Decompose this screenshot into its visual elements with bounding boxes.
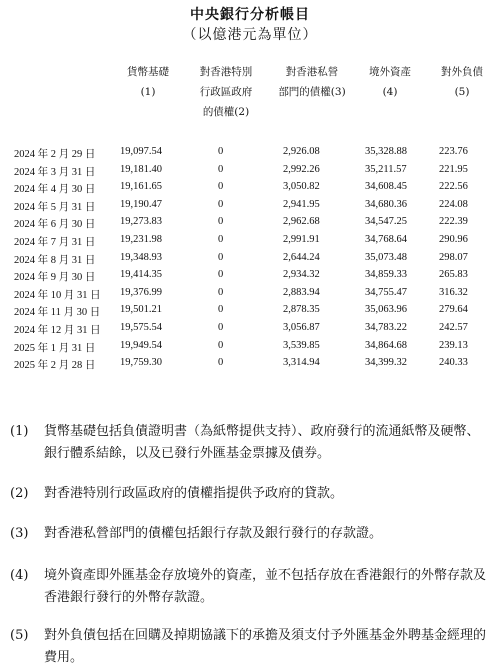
column-header-foreign-assets <box>360 62 420 102</box>
table-row <box>0 216 500 234</box>
column-header-line: 行政區政府 <box>199 86 253 98</box>
page-title: 中央銀行分析帳目 <box>190 7 310 23</box>
footnote-number: (1) <box>10 424 29 439</box>
monetary-base-cell: 19,273.83 <box>120 216 162 228</box>
claims-private-cell: 3,314.94 <box>283 357 320 369</box>
monetary-base-cell: 19,501.21 <box>120 304 162 316</box>
foreign-liabilities-cell: 242.57 <box>439 321 468 333</box>
foreign-liabilities-cell: 316.32 <box>439 286 468 298</box>
date-cell: 2024 年 10 月 31 日 <box>14 289 101 301</box>
claims-private-cell: 3,050.82 <box>283 181 320 193</box>
date-cell: 2024 年 3 月 31 日 <box>14 166 96 178</box>
column-header-line: 境外資產 <box>369 66 411 78</box>
table-row <box>0 146 500 164</box>
column-header-line: 對香港私營 <box>285 66 339 78</box>
foreign-liabilities-cell: 221.95 <box>439 163 468 175</box>
table-row <box>0 340 500 358</box>
claims-private-cell: 2,644.24 <box>283 251 320 263</box>
claims-government-cell: 0 <box>218 357 224 369</box>
column-header-line: (5) <box>454 86 470 98</box>
table-row <box>0 287 500 305</box>
column-header-line: (4) <box>382 86 398 98</box>
monetary-base-cell: 19,759.30 <box>120 357 162 369</box>
monetary-base-cell: 19,097.54 <box>120 146 162 157</box>
claims-government-cell: 0 <box>218 321 224 333</box>
data-table <box>0 146 500 375</box>
footnote-text: 對香港特別行政區政府的債權指提供予政府的貸款。 <box>44 486 344 501</box>
table-row <box>0 199 500 217</box>
column-header-foreign-liabilities <box>432 62 492 102</box>
monetary-base-cell: 19,231.98 <box>120 233 162 245</box>
claims-private-cell: 3,539.85 <box>283 339 320 351</box>
date-cell: 2024 年 2 月 29 日 <box>14 149 96 160</box>
column-header-claims-on-government <box>188 62 264 122</box>
date-cell: 2024 年 6 月 30 日 <box>14 219 96 231</box>
foreign-liabilities-cell: 279.64 <box>439 304 468 316</box>
footnote-text: 貨幣基礎包括負債證明書（為紙幣提供支持）、政府發行的流通紙幣及硬幣、銀行體系結餘，以及已發行外匯基金票據及債券。 <box>44 424 480 461</box>
foreign-assets-cell: 34,859.33 <box>365 269 407 281</box>
monetary-base-cell: 19,414.35 <box>120 269 162 281</box>
claims-private-cell: 2,934.32 <box>283 269 320 281</box>
foreign-assets-cell: 35,211.57 <box>365 163 407 175</box>
monetary-base-cell: 19,376.99 <box>120 286 162 298</box>
column-header-line: 對香港特別 <box>199 66 253 78</box>
date-cell: 2024 年 7 月 31 日 <box>14 236 96 248</box>
foreign-liabilities-cell: 265.83 <box>439 269 468 281</box>
date-cell: 2024 年 12 月 31 日 <box>14 324 101 336</box>
footnote-text: 對香港私營部門的債權包括銀行存款及銀行發行的存款證。 <box>44 526 383 541</box>
claims-private-cell: 2,878.35 <box>283 304 320 316</box>
date-cell: 2024 年 5 月 31 日 <box>14 201 96 213</box>
monetary-base-cell: 19,949.54 <box>120 339 162 351</box>
footnote-number: (3) <box>10 526 29 541</box>
foreign-assets-cell: 34,768.64 <box>365 233 407 245</box>
footnote-number: (4) <box>10 568 29 583</box>
claims-government-cell: 0 <box>218 251 224 263</box>
foreign-liabilities-cell: 290.96 <box>439 233 468 245</box>
foreign-assets-cell: 34,864.68 <box>365 339 407 351</box>
foreign-assets-cell: 35,063.96 <box>365 304 407 316</box>
column-header-line: 貨幣基礎 <box>127 66 169 78</box>
foreign-liabilities-cell: 222.39 <box>439 216 468 228</box>
column-header-line: 部門的債權(3) <box>278 86 346 98</box>
foreign-assets-cell: 34,680.36 <box>365 198 407 210</box>
foreign-assets-cell: 35,328.88 <box>365 146 407 157</box>
table-row <box>0 234 500 252</box>
foreign-assets-cell: 35,073.48 <box>365 251 407 263</box>
claims-government-cell: 0 <box>218 163 224 175</box>
column-header-line: (1) <box>140 86 156 98</box>
footnote-text: 境外資產即外匯基金存放境外的資產，並不包括存放在香港銀行的外幣存款及香港銀行發行的外幣存款證。 <box>44 568 487 605</box>
foreign-assets-cell: 34,783.22 <box>365 321 407 333</box>
claims-government-cell: 0 <box>218 233 224 245</box>
date-cell: 2024 年 9 月 30 日 <box>14 272 96 284</box>
claims-private-cell: 2,962.68 <box>283 216 320 228</box>
monetary-base-cell: 19,181.40 <box>120 163 162 175</box>
column-header-line: 的債權(2) <box>202 106 250 118</box>
foreign-liabilities-cell: 298.07 <box>439 251 468 263</box>
claims-government-cell: 0 <box>218 181 224 193</box>
table-row <box>0 269 500 287</box>
foreign-assets-cell: 34,755.47 <box>365 286 407 298</box>
table-row <box>0 322 500 340</box>
monetary-base-cell: 19,161.65 <box>120 181 162 193</box>
claims-private-cell: 2,992.26 <box>283 163 320 175</box>
footnote-text: 對外負債包括在回購及掉期協議下的承擔及須支付予外匯基金外聘基金經理的費用。 <box>44 628 487 665</box>
claims-private-cell: 2,941.95 <box>283 198 320 210</box>
footnote-number: (5) <box>10 628 29 643</box>
date-cell: 2024 年 11 月 30 日 <box>14 307 101 319</box>
foreign-liabilities-cell: 239.13 <box>439 339 468 351</box>
claims-private-cell: 2,926.08 <box>283 146 320 157</box>
claims-government-cell: 0 <box>218 216 224 228</box>
claims-government-cell: 0 <box>218 286 224 298</box>
date-cell: 2024 年 8 月 31 日 <box>14 254 96 266</box>
table-row <box>0 164 500 182</box>
table-row <box>0 181 500 199</box>
foreign-liabilities-cell: 223.76 <box>439 146 468 157</box>
foreign-liabilities-cell: 224.08 <box>439 198 468 210</box>
claims-government-cell: 0 <box>218 146 224 157</box>
foreign-assets-cell: 34,547.25 <box>365 216 407 228</box>
table-row <box>0 252 500 270</box>
claims-private-cell: 3,056.87 <box>283 321 320 333</box>
column-header-line: 對外負債 <box>441 66 483 78</box>
claims-government-cell: 0 <box>218 339 224 351</box>
footnote-1 <box>10 421 490 465</box>
claims-government-cell: 0 <box>218 269 224 281</box>
table-row <box>0 357 500 375</box>
page-subtitle: （以億港元為單位） <box>182 27 318 43</box>
claims-private-cell: 2,991.91 <box>283 233 320 245</box>
monetary-base-cell: 19,575.54 <box>120 321 162 333</box>
monetary-base-cell: 19,190.47 <box>120 198 162 210</box>
footnote-number: (2) <box>10 486 29 501</box>
date-cell: 2024 年 4 月 30 日 <box>14 184 96 196</box>
foreign-liabilities-cell: 222.56 <box>439 181 468 193</box>
foreign-assets-cell: 34,608.45 <box>365 181 407 193</box>
claims-private-cell: 2,883.94 <box>283 286 320 298</box>
foreign-assets-cell: 34,399.32 <box>365 357 407 369</box>
foreign-liabilities-cell: 240.33 <box>439 357 468 369</box>
table-row <box>0 304 500 322</box>
date-cell: 2025 年 1 月 31 日 <box>14 342 96 354</box>
monetary-base-cell: 19,348.93 <box>120 251 162 263</box>
date-cell: 2025 年 2 月 28 日 <box>14 360 96 372</box>
claims-government-cell: 0 <box>218 304 224 316</box>
claims-government-cell: 0 <box>218 198 224 210</box>
column-header-claims-on-private-sector <box>270 62 354 102</box>
column-header-monetary-base <box>118 62 178 102</box>
